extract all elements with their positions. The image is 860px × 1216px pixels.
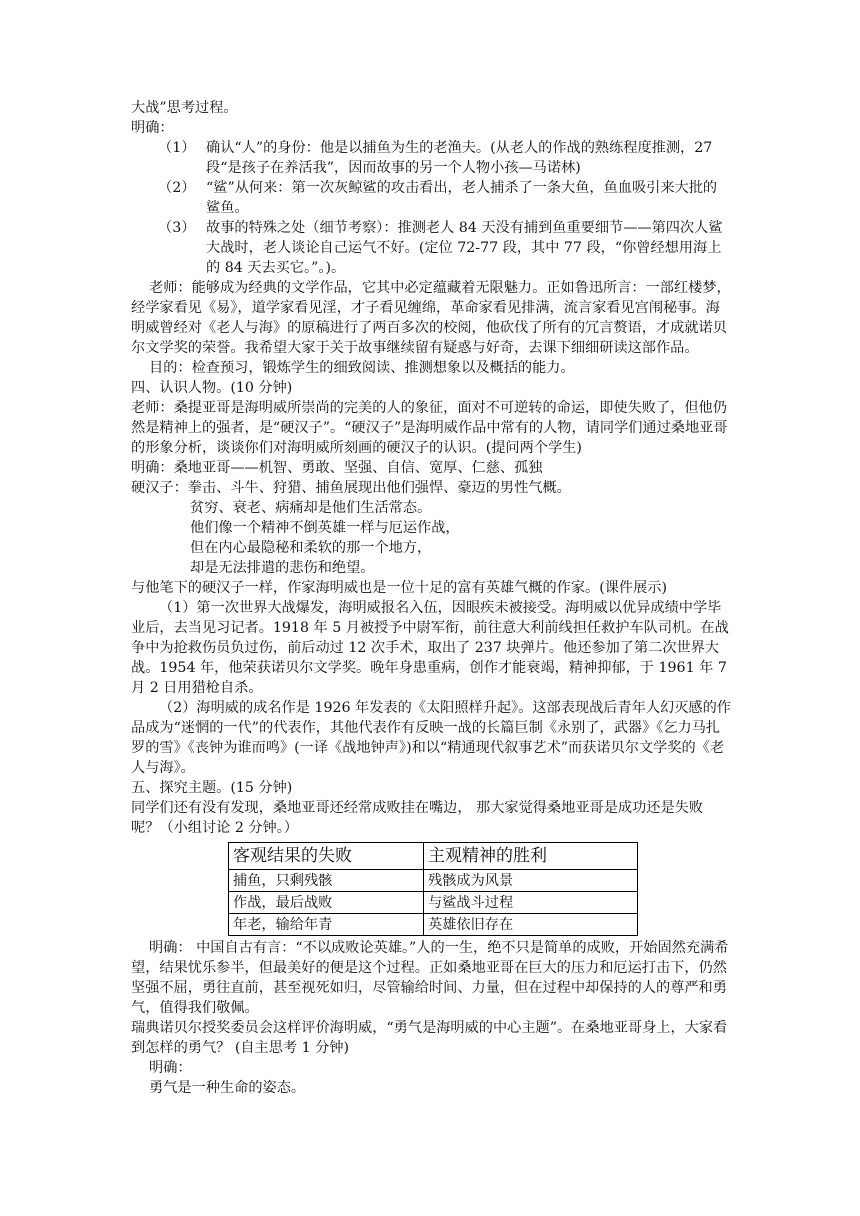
paragraph: 老师：桑提亚哥是海明威所崇尚的完美的人的象征，面对不可逆转的命运，即使失败了，但他仍然是精神上的强者，是“硬汉子”。“硬汉子”是海明威作品中常有的人物，请同学们通过桑地亚哥的形象分析，谈谈你们对海明威所刻画的硬汉子的认识。(提问两个学生) <box>131 400 728 456</box>
table-cell: 与鲨战斗过程 <box>424 892 638 914</box>
comparison-table <box>228 842 638 936</box>
list-item <box>131 138 731 178</box>
paragraph: 与他笔下的硬汉子一样，作家海明威也是一位十足的富有英雄气概的作家。(课件展示) <box>131 580 668 596</box>
poem-line: 但在内心最隐秘和柔软的那一个地方， <box>190 540 432 556</box>
paragraph: 明确： <box>149 1060 192 1076</box>
table-header-cell: 客观结果的失败 <box>229 843 424 870</box>
paragraph: 目的：检查预习，锻炼学生的细致阅读、推测想象以及概括的能力。 <box>149 360 575 376</box>
paragraph: 明确： <box>131 120 174 136</box>
paragraph: 勇气是一种生命的姿态。 <box>149 1080 306 1096</box>
table-row <box>229 892 638 914</box>
poem-line: 贫穷、衰老、病痛却是他们生活常态。 <box>190 500 432 516</box>
table-header-cell: 主观精神的胜利 <box>424 843 638 870</box>
paragraph: 老师：能够成为经典的文学作品，它其中必定蕴藏着无限魅力。正如鲁迅所言：一部红楼梦，经学家看见《易》，道学家看见淫，才子看见缠绵，革命家看见排满，流言家看见宫闱秘事。海明威曾经对《老人与海》的原稿进行了两百多次的校阅，他砍伐了所有的冗言赘语，才成就诺贝尔文学奖的荣誉。我希望大家于关于故事继续留有疑惑与好奇，去课下细细研读这部作品。 <box>131 280 731 356</box>
paragraph: 同学们还有没有发现，桑地亚哥还经常成败挂在嘴边， 那大家觉得桑地亚哥是成功还是失败呢？（小组讨论 2 分钟。） <box>131 800 704 836</box>
table-cell: 捕鱼，只剩残骸 <box>229 870 424 892</box>
list-item <box>131 218 731 278</box>
poem-line: 却是无法排遣的悲伤和绝望。 <box>190 560 375 576</box>
paragraph: （2）海明威的成名作是 1926 年发表的《太阳照样升起》。这部表现战后青年人幻灭感的作品成为“迷惘的一代”的代表作，其他代表作有反映一战的长篇巨制《永别了，武器》《乞力马扎罗的雪》《丧钟为谁而鸣》(一译《战地钟声》)和以“精通现代叙事艺术”而获诺贝尔文学奖的《老人与海》。 <box>131 700 731 776</box>
paragraph: （1）第一次世界大战爆发，海明威报名入伍，因眼疾未被接受。海明威以优异成绩中学毕业后，去当见习记者。1918 年 5 月被授予中尉军衔，前往意大利前线担任救护车队司机。在战争中为抢救伤员负过伤，前后动过 12 次手术，取出了 237 块弹片。他还参加了第二次世界大战。1954 年，他荣获诺贝尔文学奖。晚年身患重病，创作才能衰竭，精神抑郁，于 1961 年 7 月 2 日用猎枪自杀。 <box>131 600 729 696</box>
list-text: 确认“人”的身份：他是以捕鱼为生的老渔夫。(从老人的作战的熟练程度推测，27 段“是孩子在养活我”，因而故事的另一个人物小孩—马诺林) <box>206 140 713 176</box>
table-header-row <box>229 843 638 870</box>
paragraph: 大战”思考过程。 <box>131 100 238 116</box>
paragraph: 瑞典诺贝尔授奖委员会这样评价海明威，“勇气是海明威的中心主题”。在桑地亚哥身上，大家看到怎样的勇气？ (自主思考 1 分钟) <box>131 1020 728 1056</box>
table-cell: 年老，输给年青 <box>229 914 424 936</box>
document-page <box>131 98 731 1098</box>
list-item <box>131 178 731 218</box>
list-number: （2） <box>158 180 196 196</box>
table-cell: 作战，最后战败 <box>229 892 424 914</box>
list-number: （1） <box>158 140 196 156</box>
list-text: “鲨”从何来：第一次灰鲸鲨的攻击看出，老人捕杀了一条大鱼，鱼血吸引来大批的鲨鱼。 <box>206 180 718 216</box>
list-number: （3） <box>158 220 196 236</box>
table-row <box>229 870 638 892</box>
section-heading: 四、认识人物。(10 分钟) <box>131 380 293 396</box>
table-cell: 英雄依旧存在 <box>424 914 638 936</box>
paragraph: 硬汉子：拳击、斗牛、狩猎、捕鱼展现出他们强悍、豪迈的男性气概。 <box>131 480 571 496</box>
poem-line: 他们像一个精神不倒英雄一样与厄运作战， <box>190 520 460 536</box>
list-text: 故事的特殊之处（细节考察）：推测老人 84 天没有捕到鱼重要细节——第四次人鲨大战时，老人谈论自己运气不好。(定位 72-77 段，其中 77 段，“你曾经想用海上的 84 天去买它。”。)。 <box>206 220 723 276</box>
table-cell: 残骸成为风景 <box>424 870 638 892</box>
paragraph: 明确：桑地亚哥——机智、勇敢、坚强、自信、宽厚、仁慈、孤独 <box>131 460 543 476</box>
paragraph: 明确： 中国自古有言：“不以成败论英雄。”人的一生，绝不只是简单的成败，开始固然充满希望，结果忧乐参半，但最美好的便是这个过程。正如桑地亚哥在巨大的压力和厄运打击下，仍然坚强不屈，勇往直前，甚至视死如归，尽管输给时间、力量，但在过程中却保持的人的尊严和勇气，值得我们敬佩。 <box>131 940 729 1016</box>
table-row <box>229 914 638 936</box>
section-heading: 五、探究主题。(15 分钟) <box>131 780 293 796</box>
